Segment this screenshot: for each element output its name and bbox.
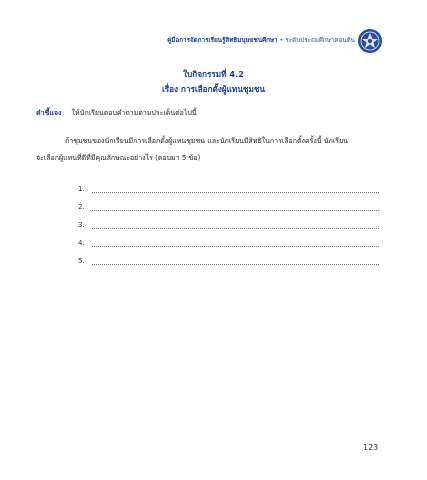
answer-row bbox=[78, 247, 379, 265]
institution-seal-icon bbox=[357, 28, 383, 54]
answer-row bbox=[78, 229, 379, 247]
answer-line[interactable] bbox=[92, 184, 379, 193]
answer-line[interactable] bbox=[92, 238, 379, 247]
header-subtitle: ระดับประถมศึกษาตอนต้น bbox=[285, 37, 355, 44]
header-title: คู่มือการจัดการเรียนรู้สิทธิมนุษยชนศึกษา bbox=[167, 37, 278, 44]
answer-number: 1. bbox=[78, 185, 85, 193]
answer-number: 5. bbox=[78, 257, 85, 265]
page-header bbox=[0, 28, 427, 52]
answer-line[interactable] bbox=[92, 256, 379, 265]
page-number: 123 bbox=[363, 443, 379, 452]
answer-line[interactable] bbox=[92, 220, 379, 229]
answer-number: 2. bbox=[78, 203, 85, 211]
question-paragraph bbox=[36, 133, 382, 167]
answer-row bbox=[78, 193, 379, 211]
answer-line[interactable] bbox=[92, 202, 379, 211]
worksheet-title: ใบกิจกรรมที่ 4.2 bbox=[183, 69, 244, 79]
answer-list bbox=[78, 175, 379, 265]
answer-number: 3. bbox=[78, 221, 85, 229]
instructions-text: ให้นักเรียนตอบคำถามตามประเด็นต่อไปนี้ bbox=[71, 109, 197, 117]
answer-row bbox=[78, 175, 379, 193]
header-text bbox=[167, 35, 355, 45]
instructions-label: คำชี้แจง bbox=[36, 109, 62, 117]
answer-number: 4. bbox=[78, 239, 85, 247]
question-line-2: จะเลือกผู้แทนที่ดีที่มีคุณลักษณะอย่างไร (ตอบมา 5 ข้อ) bbox=[36, 154, 201, 162]
question-line-1: ถ้าชุมชนของนักเรียนมีการเลือกตั้งผู้แทนชุมชน และนักเรียนมีสิทธิในการเลือกตั้งครั้งนี้ นักเรียน bbox=[65, 137, 348, 145]
worksheet-title-block bbox=[0, 68, 427, 96]
worksheet-subtitle: เรื่อง การเลือกตั้งผู้แทนชุมชน bbox=[161, 84, 266, 94]
header-separator: • bbox=[279, 37, 284, 44]
instructions bbox=[36, 108, 197, 119]
answer-row bbox=[78, 211, 379, 229]
